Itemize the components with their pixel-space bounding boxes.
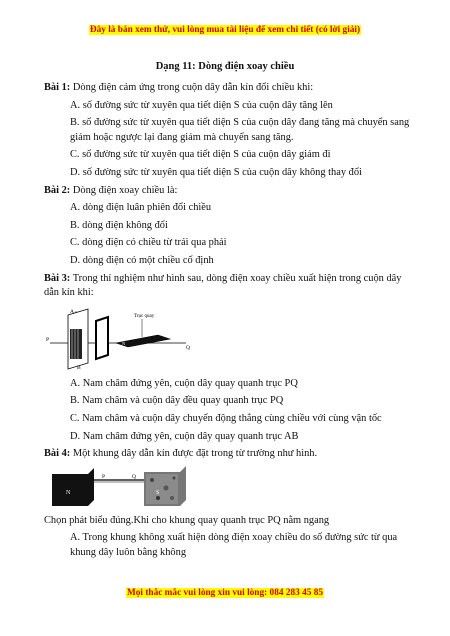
q3-option-a: A. Nam châm đứng yên, cuộn dây quay quanh trục PQ: [70, 377, 298, 389]
q1-option-a: A. số đường sức từ xuyên qua tiết diện S của cuộn dây tăng lên: [70, 99, 333, 111]
label-a: A: [70, 308, 74, 315]
q2-option-b: B. dòng điện không đổi: [70, 219, 168, 231]
label-n: N: [122, 340, 126, 346]
magnet-frame-diagram: [48, 466, 208, 508]
q2-option-d: D. dòng điện có một chiều cố định: [70, 254, 214, 266]
question-2-text: Dòng điện xoay chiều là:: [72, 184, 178, 196]
question-1-label: Bài 1:: [44, 82, 71, 93]
q1-option-c: C. số đường sức từ xuyên qua tiết diện S của cuộn dây giảm đi: [70, 149, 331, 161]
question-2-label: Bài 2:: [44, 184, 71, 196]
q4-option-a: A. Trong khung không xuất hiện dòng điện xoay chiều do số đường sức từ qua khung dây luôn bằng không: [70, 532, 398, 558]
document-body: [44, 81, 414, 563]
label-s: S: [160, 334, 163, 340]
generator-diagram: [46, 305, 206, 371]
preview-notice-text: Đây là bản xem thử, vui lòng mua tài liệu để xem chi tiết (có lời giải): [89, 25, 361, 35]
q3-option-b: B. Nam châm và cuộn dây đều quay quanh trục PQ: [70, 395, 284, 407]
contact-footer-text: Mọi thắc mắc vui lòng xin vui lòng: 084 283 45 85: [126, 588, 324, 598]
question-4-label: Bài 4:: [44, 448, 71, 460]
contact-footer: [0, 588, 450, 598]
q2-option-a: A. dòng điện luân phiên đổi chiều: [70, 202, 212, 214]
q1-option-b: B. số đường sức từ xuyên qua tiết diện S của cuộn dây đang tăng mà chuyển sang giảm hoặc ngược lại đang giảm mà chuyển sang tăng.: [70, 117, 410, 143]
question-3-label: Bài 3:: [44, 272, 71, 284]
north-pole: [52, 468, 94, 506]
q3-figure: [46, 305, 206, 371]
q4-figure: [48, 466, 208, 508]
label-n: N: [66, 489, 71, 496]
label-q: Q: [186, 344, 190, 351]
label-b: B: [77, 364, 81, 371]
question-1-text: Dòng điện cảm ứng trong cuộn dây dẫn kín đổi chiều khi:: [72, 82, 314, 93]
question-4: [44, 447, 414, 462]
question-3-text: Trong thí nghiệm như hình sau, dòng điện xoay chiều xuất hiện trong cuộn dây dẫn kín khi:: [44, 272, 402, 299]
label-axis: Trục quay: [134, 313, 155, 319]
label-p: P: [46, 336, 50, 343]
page-title: Dạng 11: Dòng điện xoay chiều: [155, 61, 295, 72]
question-4-text: Một khung dây dẫn kín được đặt trong từ trường như hình.: [72, 448, 318, 460]
label-q: Q: [132, 473, 136, 480]
q3-option-c: C. Nam châm và cuộn dây chuyển động thẳng cùng chiều với cùng vận tốc: [70, 412, 382, 424]
question-1: [44, 81, 414, 96]
coil-frame-2: [96, 317, 108, 359]
preview-notice: [0, 25, 450, 35]
q3-option-d: D. Nam châm đứng yên, cuộn dây quay quanh trục AB: [70, 430, 299, 442]
question-3: [44, 272, 414, 301]
q4-prompt: Chọn phát biểu đúng.Khi cho khung quay quanh trục PQ nằm ngang: [44, 514, 330, 526]
q1-option-d: D. số đường sức từ xuyên qua tiết diện S của cuộn dây không thay đổi: [70, 166, 362, 178]
question-2: [44, 184, 414, 199]
label-s: S: [156, 489, 160, 496]
q2-option-c: C. dòng điện có chiều từ trái qua phải: [70, 237, 227, 249]
label-p: P: [102, 473, 106, 480]
